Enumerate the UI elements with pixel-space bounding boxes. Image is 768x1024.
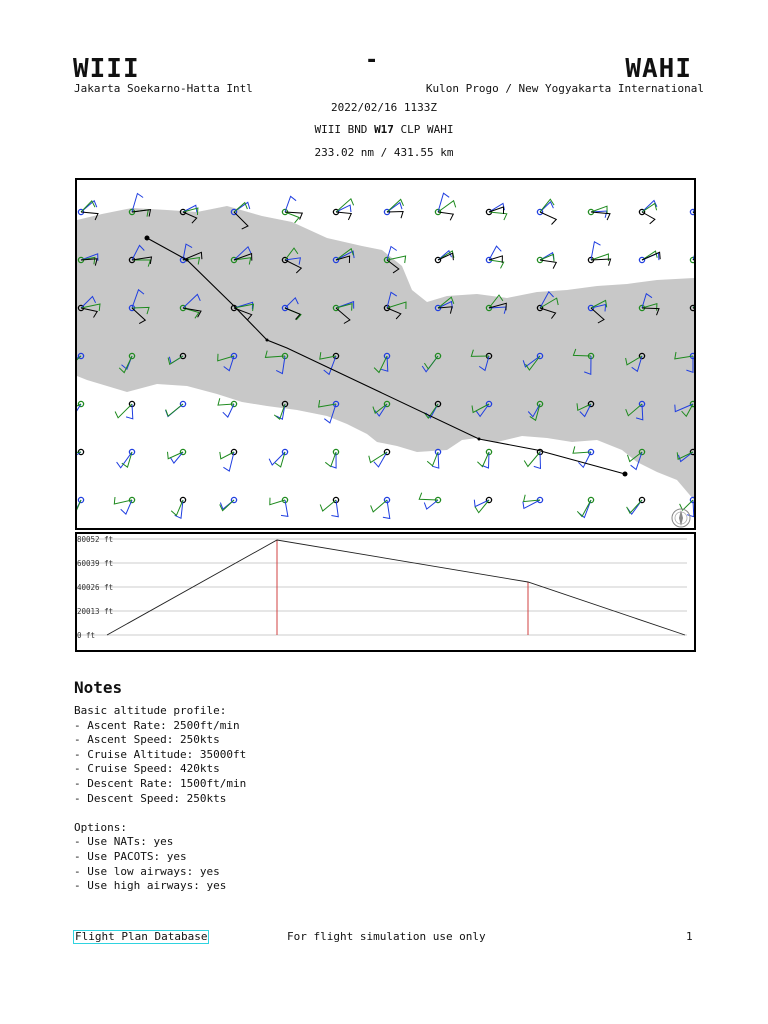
wind-barb [117, 449, 135, 467]
wind-barb-stroke [320, 500, 336, 511]
wind-barb [639, 251, 660, 263]
wind-barb [435, 251, 454, 263]
wind-barb [77, 497, 84, 517]
wind-barb [588, 242, 610, 266]
wind-barb-stroke [220, 452, 234, 459]
altitude-tick-label: 20013 ft [77, 607, 114, 616]
destination-code: WAHI [625, 54, 692, 84]
altitude-gridlines [77, 539, 687, 635]
wind-barb [577, 497, 593, 517]
wind-barb [171, 497, 185, 518]
wind-barb-stroke [115, 404, 132, 418]
wind-barb-stroke [371, 500, 387, 512]
route-waypoint [478, 438, 481, 441]
wind-map[interactable] [75, 178, 696, 530]
route-waypoint-destination [623, 472, 628, 477]
notes-title: Notes [74, 678, 123, 697]
wind-barb [524, 449, 542, 468]
route-waypoint-origin [145, 236, 150, 241]
route-waypoint [266, 339, 269, 342]
wind-barb [627, 497, 645, 514]
wind-map-canvas [77, 180, 694, 528]
origin-code: WIII [73, 54, 140, 84]
wind-barb [218, 398, 237, 417]
compass-rose-icon [672, 509, 690, 527]
wind-barb [77, 401, 84, 418]
route-airway: W17 [374, 123, 394, 136]
wind-barb [320, 497, 338, 516]
wind-barb [166, 401, 186, 416]
destination-name: Kulon Progo / New Yogyakarta International [425, 82, 704, 95]
wind-barb [639, 201, 657, 224]
wind-barb-stroke [475, 500, 489, 513]
route-string [0, 123, 768, 136]
wind-barb [427, 449, 440, 468]
wind-barb [477, 449, 491, 468]
wind-barb [325, 449, 338, 468]
wind-barb [220, 449, 237, 471]
wind-barb [371, 497, 390, 518]
wind-barb-stroke [438, 193, 449, 212]
wind-barb [690, 196, 694, 228]
wind-barb [220, 497, 237, 510]
wind-barb-stroke [693, 212, 694, 223]
wind-barb [435, 193, 455, 220]
flight-date: 2022/02/16 1133Z [331, 101, 437, 114]
wind-barb [282, 196, 302, 223]
wind-barb [486, 246, 503, 268]
altitude-tick-label: 40026 ft [77, 583, 114, 592]
altitude-profile-chart [77, 534, 694, 650]
page-number: 1 [686, 930, 693, 943]
wind-barb [419, 493, 440, 509]
wind-barb-stroke [432, 452, 439, 468]
wind-barb [537, 253, 556, 269]
wind-barb-stroke [170, 452, 183, 463]
altitude-tick-label: 60039 ft [77, 559, 114, 568]
wind-barb [168, 449, 186, 463]
altitude-profile[interactable] [75, 532, 696, 652]
wind-barb-stroke [642, 252, 660, 260]
altitude-tick-label: 80052 ft [77, 535, 114, 544]
wind-barb-stroke [77, 452, 81, 463]
wind-barb-stroke [424, 500, 438, 509]
wind-barb-stroke [336, 205, 351, 212]
route-waypoint [186, 259, 189, 262]
footer-disclaimer: For flight simulation use only [287, 930, 486, 943]
notes-body: Basic altitude profile: - Ascent Rate: 2500ft/min - Ascent Speed: 250kts - Cruise Altitude: 35000ft - Cruise Speed: 420kts - Descent Rate: 1500ft/min - Descent Speed: 250kts Options: - Use NATs: yes - Use PACOTS: yes - Use low airways: yes - Use high airways: yes [74, 704, 247, 893]
wind-barb [486, 203, 506, 220]
wind-barb-stroke [524, 452, 540, 467]
origin-name: Jakarta Soekarno-Hatta Intl [74, 82, 253, 95]
wind-barb [77, 447, 84, 462]
route-separator: - [365, 48, 379, 73]
wind-barb-stroke [573, 446, 591, 453]
wind-barb [369, 449, 390, 467]
altitude-tick-label: 0 ft [77, 631, 96, 640]
wind-barb-stroke [114, 497, 132, 504]
wind-barb [115, 401, 135, 418]
flight-plan-database-link[interactable]: Flight Plan Database [75, 930, 208, 943]
route-suffix: CLP WAHI [393, 123, 454, 136]
route-prefix: WIII BND [314, 123, 375, 136]
wind-barb [523, 495, 543, 509]
wind-barb-stroke [218, 398, 234, 405]
wind-barb [269, 449, 287, 467]
wind-barb [114, 497, 134, 514]
route-distance: 233.02 nm / 431.55 km [314, 146, 454, 159]
wind-barb [474, 497, 491, 512]
wind-barb [588, 206, 610, 220]
wind-barb-stroke [693, 246, 694, 260]
altitude-profile-line [107, 540, 685, 635]
wind-barb [270, 497, 288, 516]
wind-barb [537, 199, 556, 224]
wind-barb [690, 246, 694, 262]
wind-barb [333, 199, 353, 220]
wind-barb-stroke [591, 259, 611, 266]
wind-barb [384, 199, 403, 218]
wind-barb-stroke [166, 404, 183, 416]
